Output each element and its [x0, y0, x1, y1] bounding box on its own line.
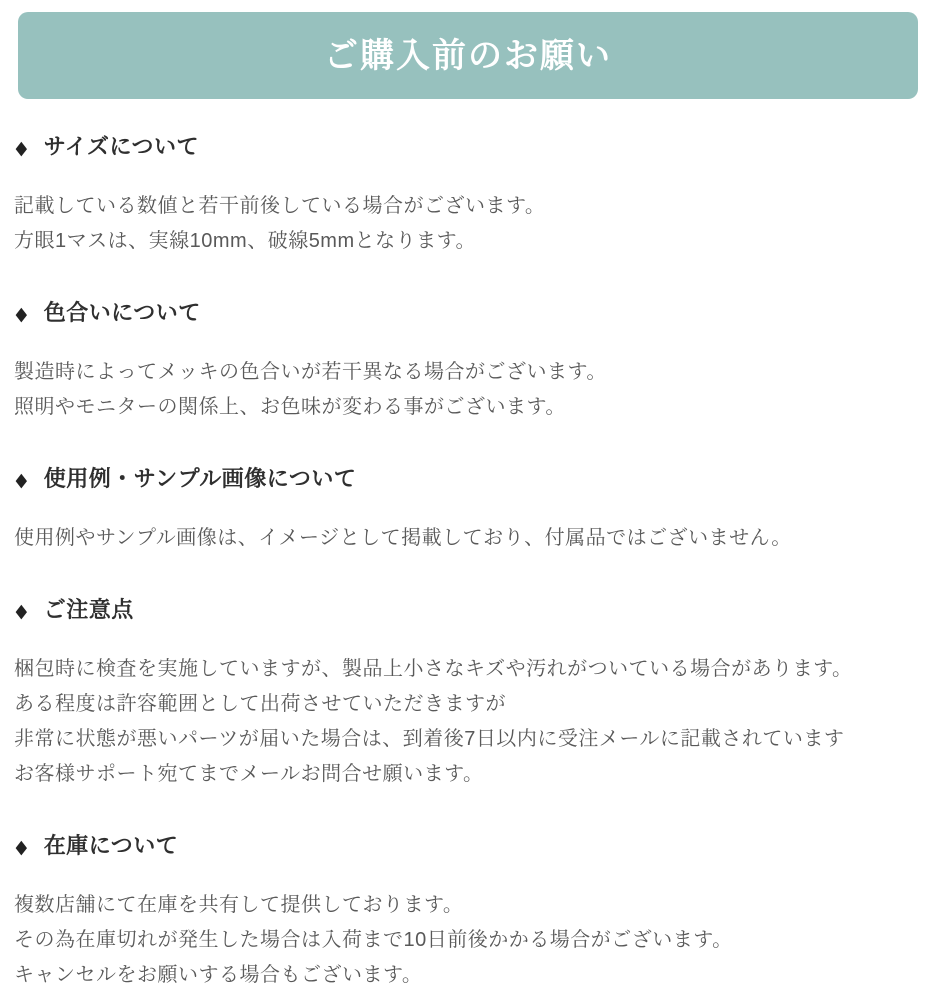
diamond-bullet-icon: ◆	[15, 601, 28, 622]
body-line: 照明やモニターの関係上、お色味が変わる事がございます。	[14, 396, 566, 418]
section-body-stock	[14, 888, 930, 993]
section-heading-stock	[14, 832, 930, 862]
section-heading-label: 色合いについて	[43, 300, 201, 325]
diamond-bullet-icon: ◆	[15, 837, 28, 858]
notice-content	[0, 133, 950, 993]
section-heading-label: 在庫について	[43, 833, 179, 858]
body-line: ある程度は許容範囲として出荷させていただきますが	[14, 693, 506, 715]
page-title: ご購入前のお願い	[324, 36, 612, 75]
section-heading-label: 使用例・サンプル画像について	[43, 466, 357, 491]
pre-purchase-notice-page	[0, 12, 950, 986]
body-line: 方眼1マスは、実線10mm、破線5mmとなります。	[14, 230, 477, 252]
section-heading-cautions	[14, 596, 930, 626]
section-body-cautions	[14, 652, 930, 792]
body-line: 製造時によってメッキの色合いが若干異なる場合がございます。	[14, 361, 607, 383]
section-body-color	[14, 355, 930, 425]
section-heading-label: サイズについて	[43, 134, 200, 159]
section-heading-size	[14, 133, 930, 163]
section-body-sample-images	[14, 521, 930, 556]
body-line: 使用例やサンプル画像は、イメージとして掲載しており、付属品ではございません。	[14, 527, 792, 549]
section-heading-color	[14, 299, 930, 329]
body-line: お客様サポート宛てまでメールお問合せ願います。	[14, 763, 484, 785]
section-heading-sample-images	[14, 465, 930, 495]
section-body-size	[14, 189, 930, 259]
diamond-bullet-icon: ◆	[15, 470, 28, 491]
body-line: 非常に状態が悪いパーツが届いた場合は、到着後7日以内に受注メールに記載されています	[14, 728, 845, 750]
body-line: キャンセルをお願いする場合もございます。	[14, 964, 423, 986]
section-heading-label: ご注意点	[43, 597, 134, 622]
notice-header-banner	[18, 12, 918, 99]
body-line: 記載している数値と若干前後している場合がございます。	[14, 195, 546, 217]
diamond-bullet-icon: ◆	[15, 138, 28, 159]
body-line: 梱包時に検査を実施していますが、製品上小さなキズや汚れがついている場合があります。	[14, 658, 853, 680]
body-line: その為在庫切れが発生した場合は入荷まで10日前後かかる場合がございます。	[14, 929, 733, 951]
diamond-bullet-icon: ◆	[15, 304, 28, 325]
body-line: 複数店舗にて在庫を共有して提供しております。	[14, 894, 464, 916]
